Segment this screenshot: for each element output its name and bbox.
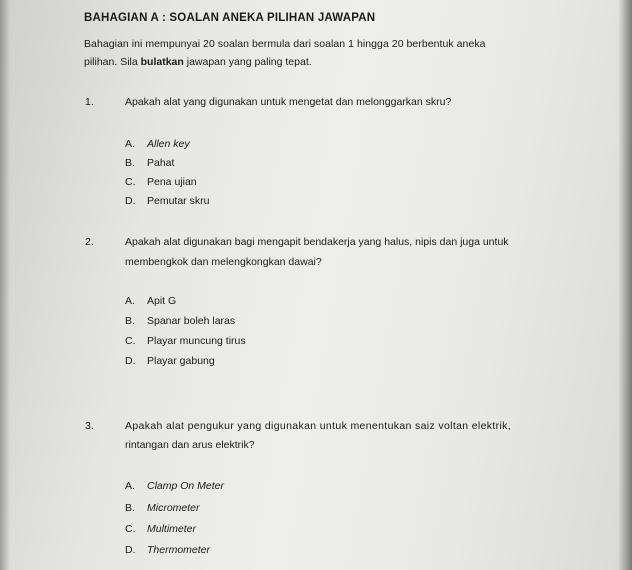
option-text: Playar muncung tirus: [147, 335, 246, 347]
question-1-option-b[interactable]: [125, 157, 174, 169]
question-3-number: 3.: [85, 420, 94, 432]
option-letter: A.: [125, 480, 135, 492]
question-3-text-line-2: rintangan dan arus elektrik?: [125, 439, 255, 451]
option-text: Pemutar skru: [147, 195, 210, 207]
question-1-text: Apakah alat yang digunakan untuk mengetat dan melonggarkan skru?: [125, 96, 452, 108]
question-3-option-b[interactable]: [125, 502, 200, 514]
question-2-option-c[interactable]: [125, 335, 246, 347]
question-2-option-d[interactable]: [125, 355, 215, 367]
option-letter: C.: [125, 176, 136, 188]
option-letter: D.: [125, 195, 136, 207]
page-shadow-left: [0, 0, 10, 570]
option-text: Clamp On Meter: [147, 480, 225, 492]
option-text: Micrometer: [147, 502, 200, 514]
option-letter: D.: [125, 544, 136, 556]
instructions-text-end: jawapan yang paling tepat.: [183, 56, 312, 68]
option-text: Multimeter: [147, 523, 197, 535]
option-letter: B.: [125, 157, 135, 169]
instructions-line-2: [84, 56, 312, 68]
question-2-option-b[interactable]: [125, 315, 235, 327]
question-3-option-d[interactable]: [125, 544, 210, 556]
option-letter: B.: [125, 502, 135, 514]
section-title: BAHAGIAN A : SOALAN ANEKA PILIHAN JAWAPAN: [84, 12, 376, 24]
question-2-text-line-2: membengkok dan melengkongkan dawai?: [125, 256, 322, 268]
question-3-text-line-1: Apakah alat pengukur yang digunakan untuk menentukan saiz voltan elektrik,: [125, 420, 512, 432]
instructions-text: pilihan. Sila: [84, 56, 141, 68]
option-letter: A.: [125, 295, 135, 307]
page-shadow-right: [618, 0, 632, 570]
instructions-line-1: Bahagian ini mempunyai 20 soalan bermula dari soalan 1 hingga 20 berbentuk aneka: [84, 38, 486, 50]
option-letter: C.: [125, 335, 136, 347]
option-letter: A.: [125, 138, 135, 150]
question-1-number: 1.: [85, 96, 94, 108]
question-1-option-a[interactable]: [125, 138, 190, 150]
option-text: Pena ujian: [147, 176, 197, 188]
question-1-option-d[interactable]: [125, 195, 209, 207]
option-text: Thermometer: [147, 544, 211, 556]
option-letter: B.: [125, 315, 135, 327]
instructions-emphasis: bulatkan: [140, 56, 184, 68]
question-1-option-c[interactable]: [125, 176, 197, 188]
option-text: Spanar boleh laras: [147, 315, 236, 327]
option-letter: C.: [125, 523, 136, 535]
option-text: Pahat: [147, 157, 175, 169]
question-3-option-c[interactable]: [125, 523, 196, 535]
option-text: Allen key: [147, 138, 190, 150]
question-2-number: 2.: [85, 236, 94, 248]
option-letter: D.: [125, 355, 136, 367]
option-text: Apit G: [147, 295, 177, 307]
option-text: Playar gabung: [147, 355, 215, 367]
question-2-option-a[interactable]: [125, 295, 176, 307]
question-2-text-line-1: Apakah alat digunakan bagi mengapit bendakerja yang halus, nipis dan juga untuk: [125, 236, 509, 248]
question-3-option-a[interactable]: [125, 480, 224, 492]
